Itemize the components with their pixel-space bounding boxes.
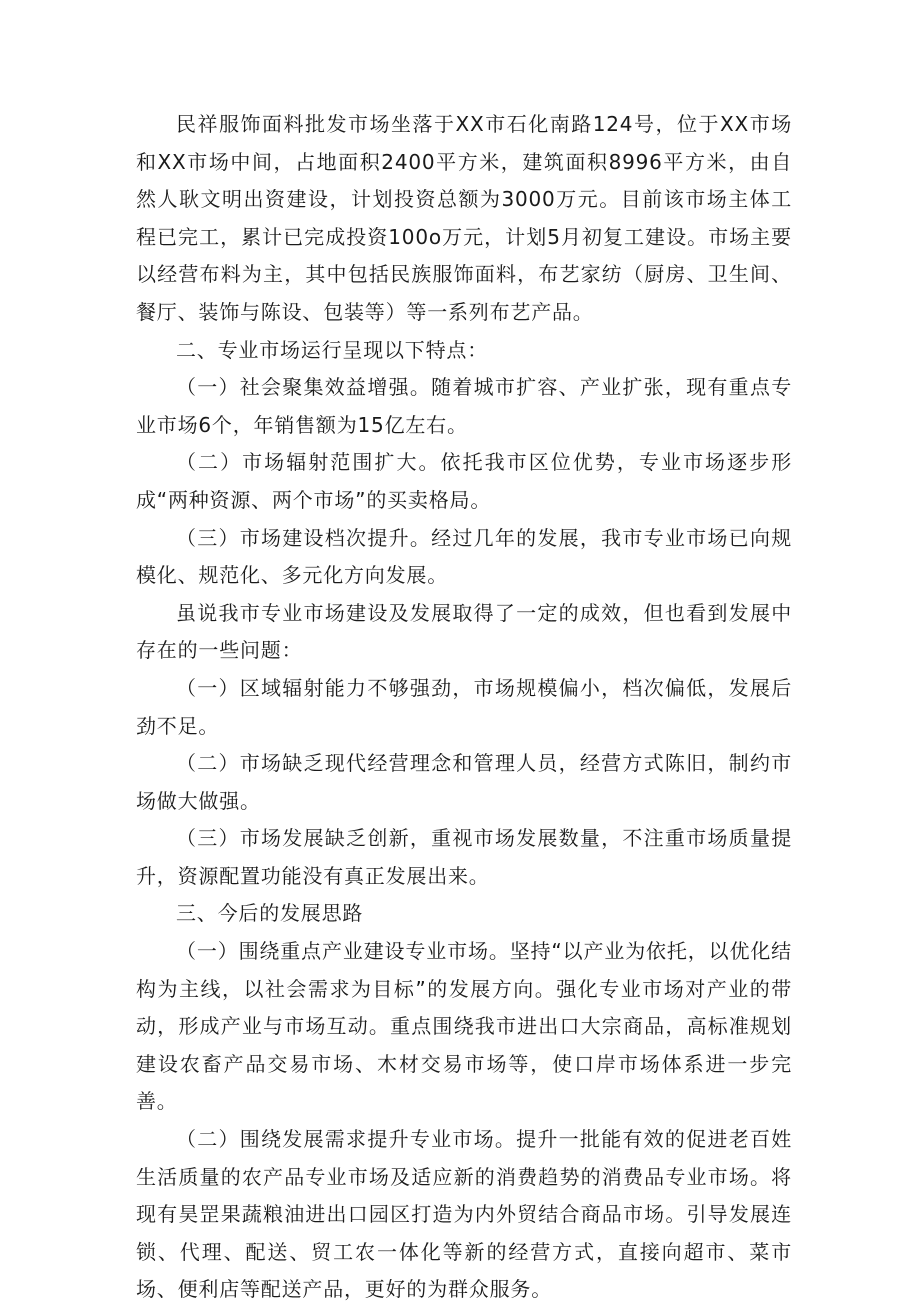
- paragraph-problem-1: （一）区域辐射能力不够强劲，市场规模偏小，档次偏低，发展后劲不足。: [136, 675, 792, 738]
- paragraph-problems-intro: 虽说我市专业市场建设及发展取得了一定的成效，但也看到发展中存在的一些问题：: [136, 600, 792, 663]
- section-heading-ideas: 三、今后的发展思路: [176, 901, 364, 926]
- section-heading-features: 二、专业市场运行呈现以下特点：: [176, 337, 488, 362]
- paragraph-feature-2: （二）市场辐射范围扩大。依托我市区位优势，专业市场逐步形成“两种资源、两个市场”的买卖格局。: [136, 450, 792, 512]
- paragraph-idea-1: （一）围绕重点产业建设专业市场。坚持“以产业为依托，以优化结构为主线，以社会需求为目标”的发展方向。强化专业市场对产业的带动，形成产业与市场互动。重点围绕我市进出口大宗商品，高标准规划建设农畜产品交易市场、木材交易市场等，使口岸市场体系进一步完善。: [136, 939, 792, 1114]
- paragraph-idea-2: （二）围绕发展需求提升专业市场。提升一批能有效的促进老百姓生活质量的农产品专业市场及适应新的消费趋势的消费品专业市场。将现有昊罡果蔬粮油进出口园区打造为内外贸结合商品市场。引导发展连锁、代理、配送、贸工农一体化等新的经营方式，直接向超市、菜市场、便利店等配送产品，更好的为群众服务。: [136, 1127, 792, 1302]
- document-body: [136, 106, 792, 1309]
- paragraph-feature-3: （三）市场建设档次提升。经过几年的发展，我市专业市场已向规模化、规范化、多元化方向发展。: [136, 525, 792, 588]
- paragraph-problem-3: （三）市场发展缺乏创新，重视市场发展数量，不注重市场质量提升，资源配置功能没有真正发展出来。: [136, 826, 792, 888]
- paragraph-market-intro: 民祥服饰面料批发市场坐落于XX市石化南路124号，位于XX市场和XX市场中间，占地面积2400平方米，建筑面积8996平方米，由自然人耿文明出资建设，计划投资总额为3000万元。目前该市场主体工程已完工，累计已完成投资100o万元，计划5月初复工建设。市场主要以经营布料为主，其中包括民族服饰面料，布艺家纺（厨房、卫生间、餐厅、装饰与陈设、包装等）等一系列布艺产品。: [136, 112, 792, 324]
- paragraph-feature-1: （一）社会聚集效益增强。随着城市扩容、产业扩张，现有重点专业市场6个，年销售额为15亿左右。: [136, 375, 792, 437]
- paragraph-problem-2: （二）市场缺乏现代经营理念和管理人员，经营方式陈旧，制约市场做大做强。: [136, 751, 792, 813]
